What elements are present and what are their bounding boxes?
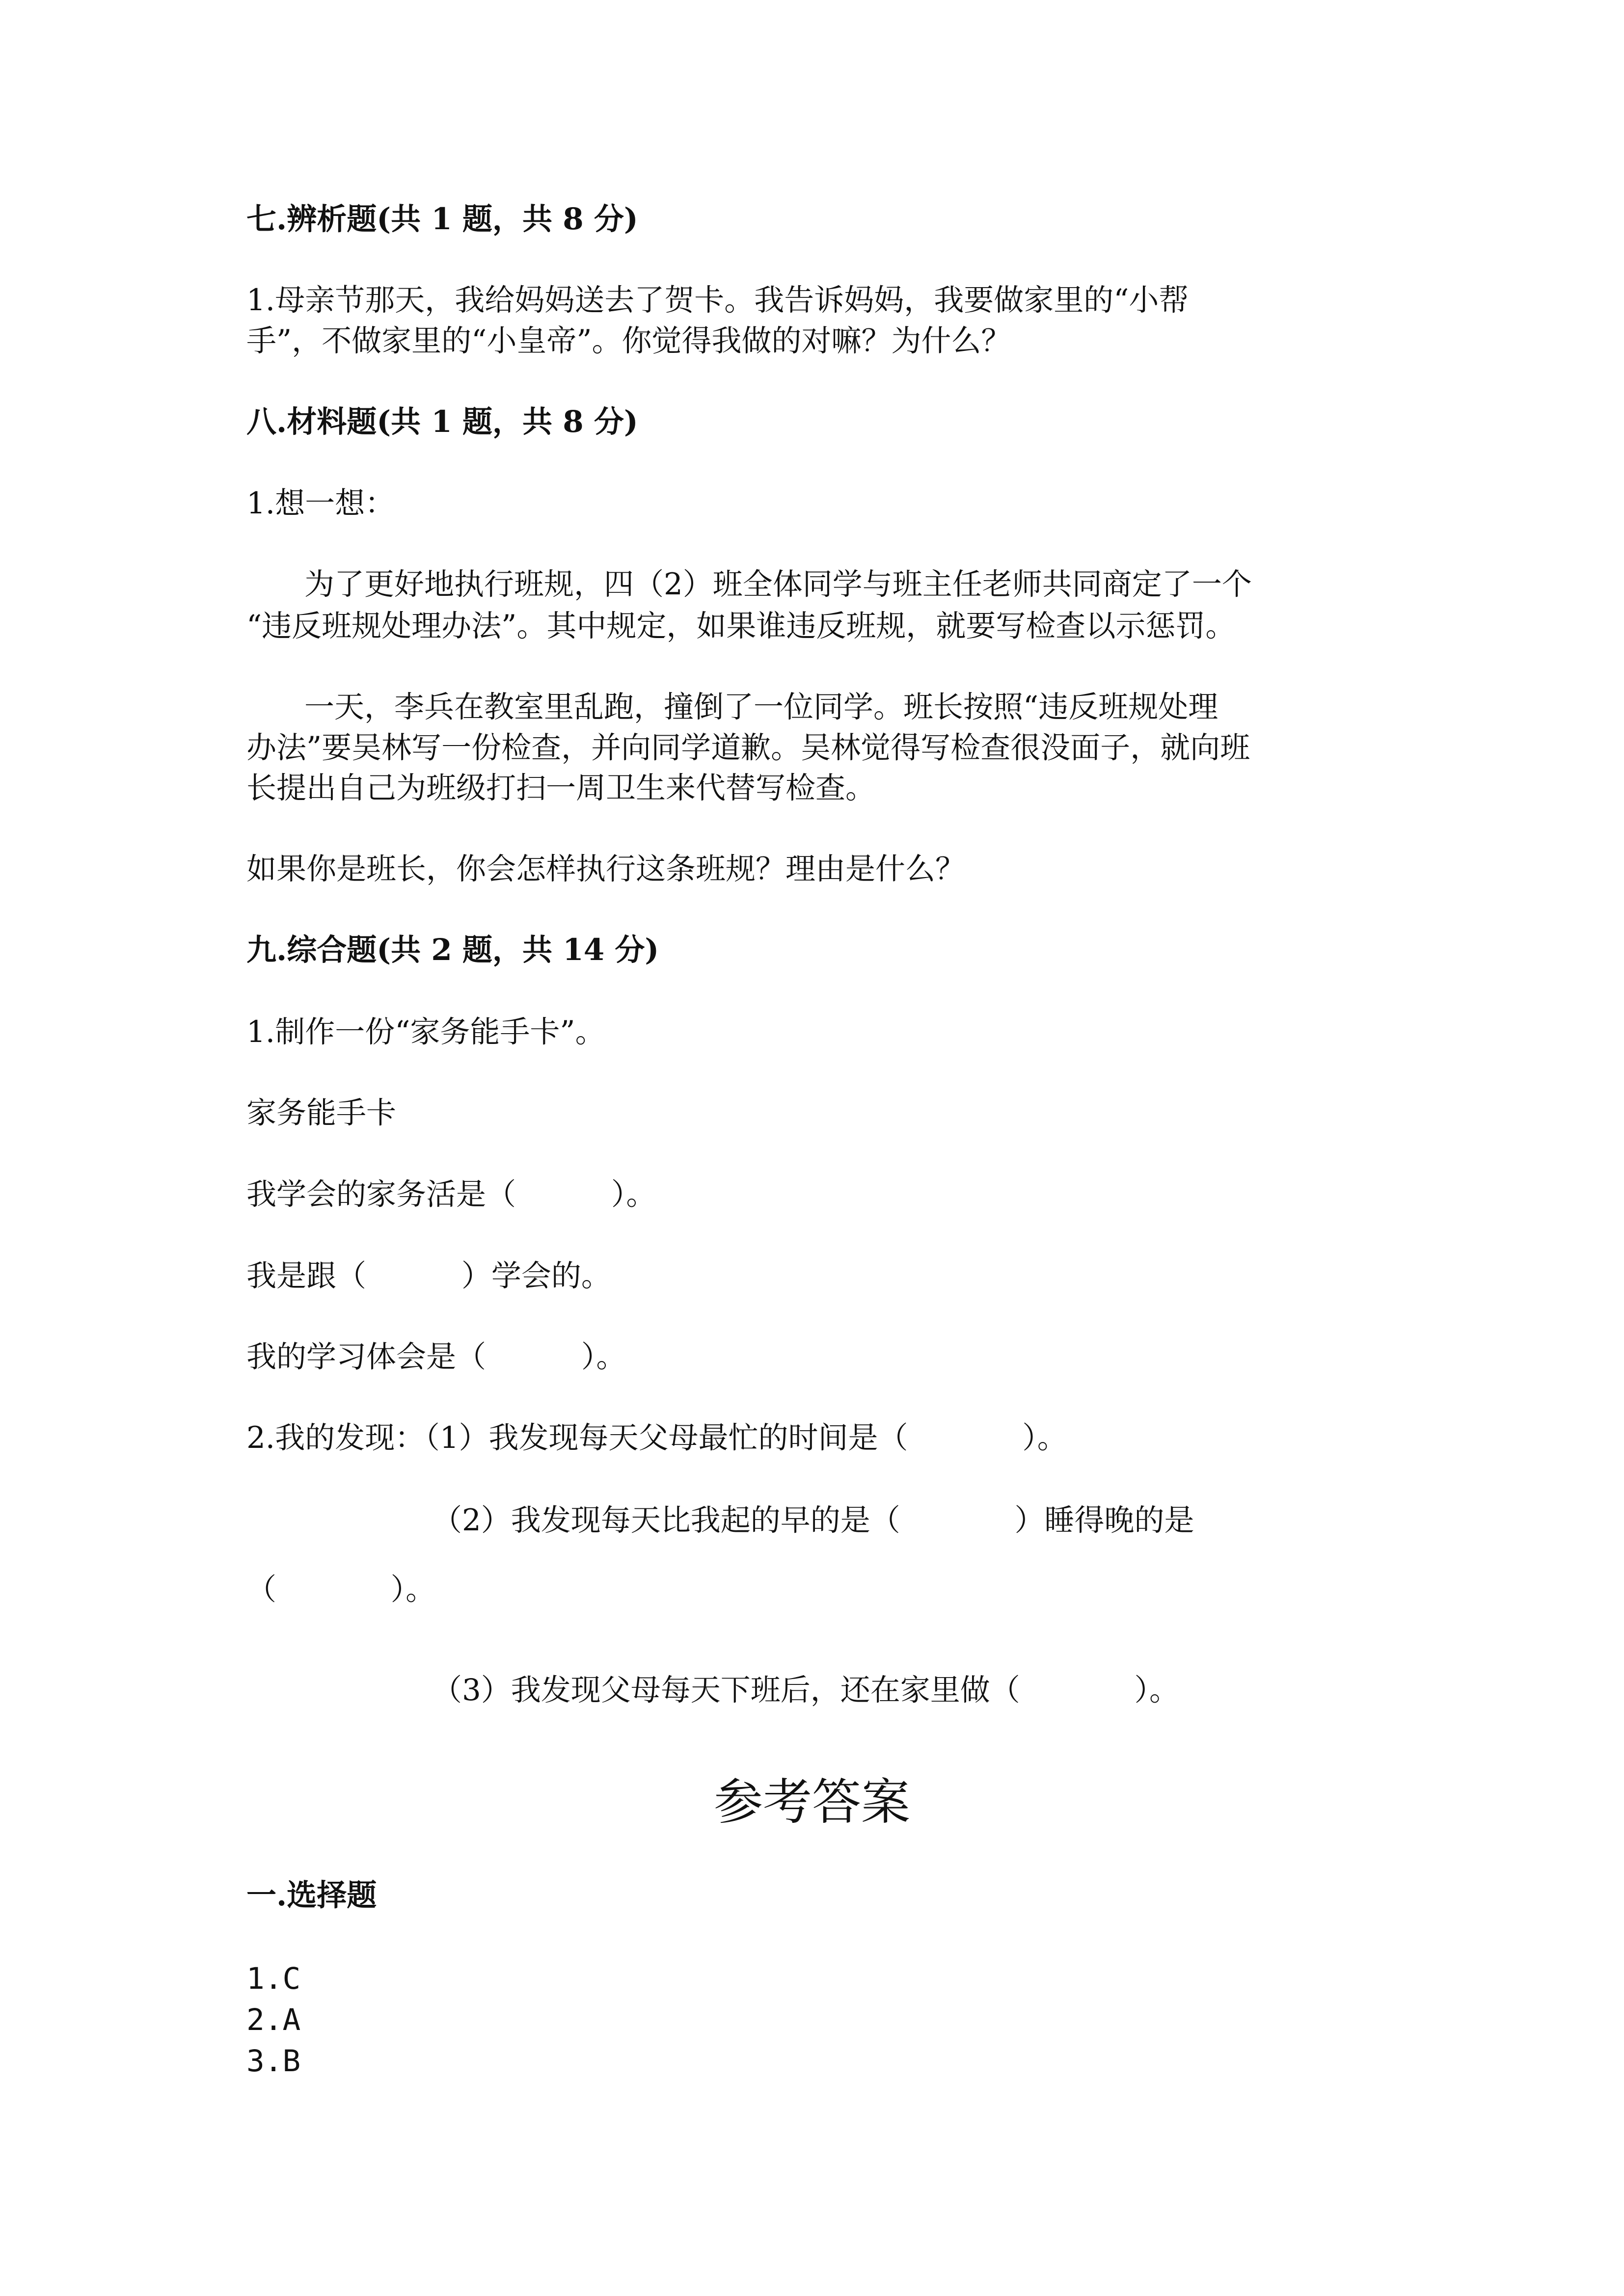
- section8-question: 如果你是班长，你会怎样执行这条班规？理由是什么？: [246, 852, 966, 886]
- answer-item: 3.B: [246, 2044, 301, 2079]
- card-line-teacher: 我是跟（ ）学会的。: [246, 1258, 611, 1293]
- section9-title: 九.综合题(共 2 题，共 14 分): [246, 933, 659, 967]
- card-line-chores: 我学会的家务活是（ ）。: [246, 1177, 656, 1212]
- section8-para2-line3: 长提出自己为班级打扫一周卫生来代替写检查。: [246, 771, 876, 805]
- section8-q1-intro: 1.想一想：: [246, 486, 395, 521]
- card-title: 家务能手卡: [246, 1095, 397, 1130]
- section9-q2-line1: 2.我的发现：（1）我发现每天父母最忙的时间是（ ）。: [246, 1420, 1067, 1455]
- section8-para2-line1: 一天，李兵在教室里乱跑，撞倒了一位同学。班长按照“违反班规处理: [304, 690, 1218, 724]
- answers-section1-title: 一.选择题: [246, 1878, 377, 1913]
- section8-para2-line2: 办法”要吴林写一份检查，并向同学道歉。吴林觉得写检查很没面子，就向班: [246, 730, 1250, 765]
- section7-q1-line2: 手”，不做家里的“小皇帝”。你觉得我做的对嘛？为什么？: [246, 323, 1011, 358]
- section8-para1-line1: 为了更好地执行班规，四（2）班全体同学与班主任老师共同商定了一个: [304, 567, 1252, 602]
- section9-q1: 1.制作一份“家务能手卡”。: [246, 1015, 605, 1049]
- section8-title: 八.材料题(共 1 题，共 8 分): [246, 404, 638, 439]
- section9-q2-line4: （3）我发现父母每天下班后，还在家里做（ ）。: [432, 1673, 1179, 1708]
- answer-item: 2.A: [246, 2002, 301, 2037]
- section8-para1-line2: “违反班规处理办法”。其中规定，如果谁违反班规，就要写检查以示惩罚。: [246, 609, 1236, 643]
- section7-q1-line1: 1.母亲节那天，我给妈妈送去了贺卡。我告诉妈妈，我要做家里的“小帮: [246, 283, 1189, 318]
- section9-q2-line3: （ ）。: [246, 1572, 436, 1607]
- card-line-reflection: 我的学习体会是（ ）。: [246, 1339, 626, 1374]
- answer-item: 1.C: [246, 1961, 301, 1996]
- section7-title: 七.辨析题(共 1 题，共 8 分): [246, 202, 638, 237]
- section9-q2-line2: （2）我发现每天比我起的早的是（ ）睡得晚的是: [432, 1503, 1194, 1538]
- answer-key-title: 参考答案: [714, 1773, 910, 1831]
